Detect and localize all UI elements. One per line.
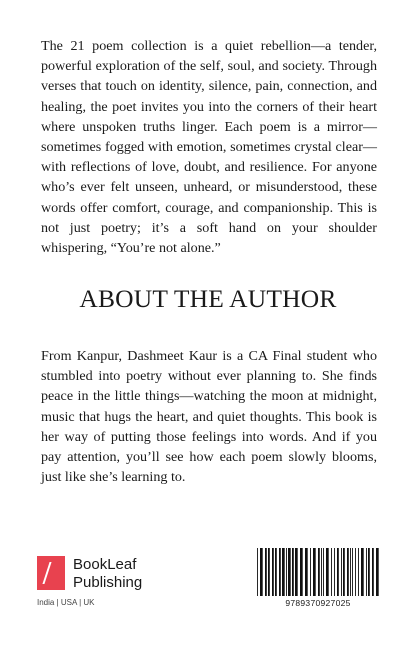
barcode-bar xyxy=(337,548,339,596)
barcode-bar xyxy=(305,548,308,596)
publisher-name-line1: BookLeaf xyxy=(73,556,137,573)
barcode-bar xyxy=(334,548,335,596)
publisher-regions: India | USA | UK xyxy=(37,598,95,607)
barcode-bar xyxy=(321,548,322,596)
barcode-bar xyxy=(343,548,345,596)
barcode-bar xyxy=(300,548,303,596)
barcode-bar xyxy=(341,548,342,596)
author-bio: From Kanpur, Dashmeet Kaur is a CA Final student who stumbled into poetry without ever planning to. She finds peace in the little things—watching the moon at midnight, music that hugs the heart, and quiet thoughts. This book is her way of putting those feelings into words. And if you pay attention, you’ll see how each poem slowly blooms, just like she’s learning to. xyxy=(41,348,377,486)
publisher-name-line2: Publishing xyxy=(73,574,143,591)
barcode-bar xyxy=(347,548,349,596)
barcode-bar xyxy=(268,548,270,596)
barcode-bar xyxy=(350,548,351,596)
publisher-logo xyxy=(37,556,187,596)
isbn-number: 9789370927025 xyxy=(285,598,351,608)
barcode-bar xyxy=(279,548,281,596)
barcode-bar xyxy=(288,548,291,596)
publisher-logo-icon xyxy=(37,556,65,590)
barcode-bar xyxy=(331,548,332,596)
barcode-bar xyxy=(310,548,311,596)
barcode-bar xyxy=(318,548,320,596)
barcode-bar xyxy=(323,548,324,596)
about-author-heading: ABOUT THE AUTHOR xyxy=(79,284,337,313)
barcode-bar xyxy=(372,548,374,596)
logo-slash-mark xyxy=(42,562,51,584)
isbn-barcode xyxy=(255,546,381,610)
barcode-bar xyxy=(275,548,277,596)
barcode-bar xyxy=(282,548,285,596)
barcode-bar xyxy=(272,548,274,596)
barcode-bar xyxy=(361,548,364,596)
barcode-bar xyxy=(355,548,356,596)
barcode-bar xyxy=(366,548,367,596)
barcode-bar xyxy=(260,548,263,596)
barcode-bar xyxy=(368,548,370,596)
book-blurb: The 21 poem collection is a quiet rebellion—a tender, powerful exploration of the self, soul, and society. Through verses that touch on identity, silence, pain, connection, and healing, the poet invites you into the corners of their heart where unspoken truths linger. Each poem is a mirror—sometimes fogged with emotion, sometimes crystal clear—with reflections of love, doubt, and resilience. For anyone who’s ever felt unseen, unheard, or misunderstood, these words offer comfort, courage, and companionship. This is not just poetry; it’s a soft hand on your shoulder whispering, “You’re not alone.” xyxy=(41,38,377,257)
barcode-bar xyxy=(257,548,258,596)
barcode-bar xyxy=(376,548,379,596)
barcode-bar xyxy=(352,548,353,596)
barcode-bar xyxy=(286,548,287,596)
barcode-bars xyxy=(255,546,381,598)
barcode-bar xyxy=(313,548,316,596)
barcode-bar xyxy=(326,548,329,596)
barcode-bar xyxy=(292,548,294,596)
barcode-bar xyxy=(265,548,267,596)
barcode-bar xyxy=(295,548,298,596)
barcode-bar xyxy=(358,548,359,596)
